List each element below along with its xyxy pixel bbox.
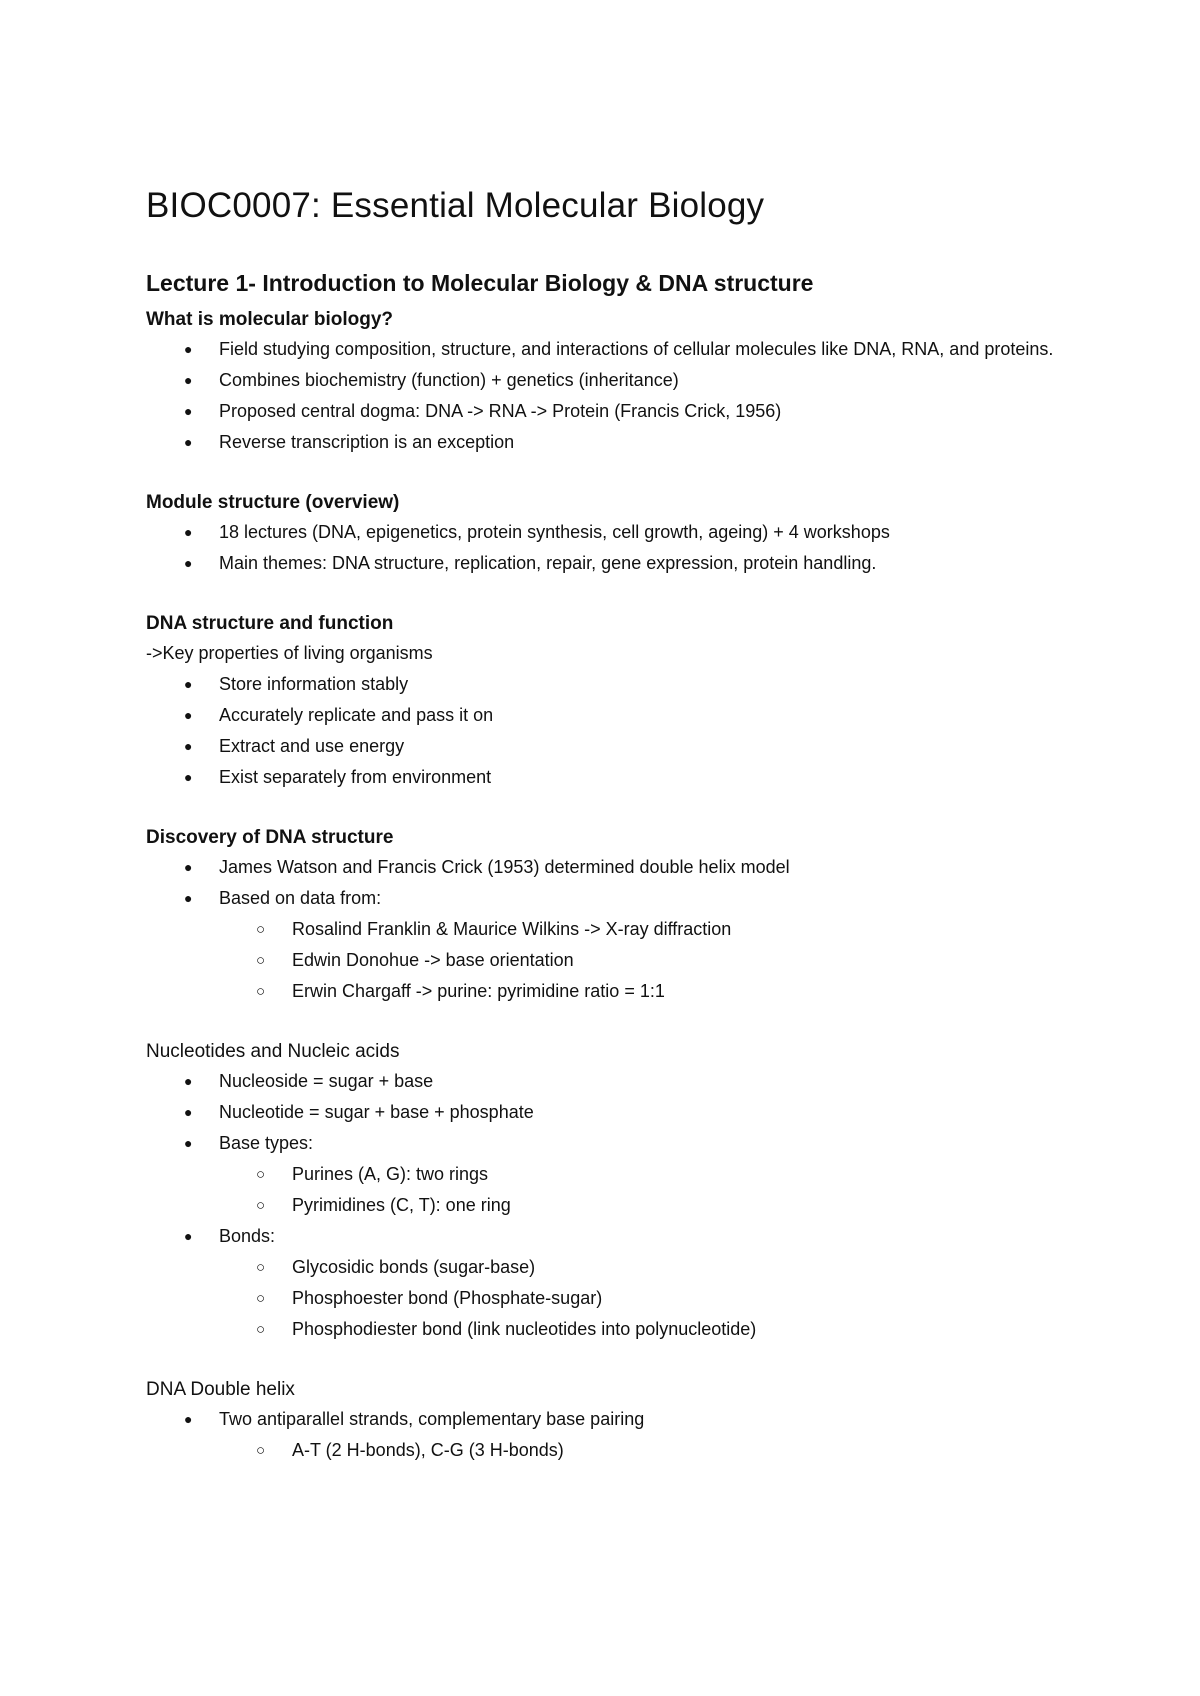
sub-list-item: ○ Phosphodiester bond (link nucleotides into polynucleotide) xyxy=(146,1314,1086,1345)
document-title: BIOC0007: Essential Molecular Biology xyxy=(146,186,765,225)
hollow-bullet-icon: ○ xyxy=(256,1321,266,1338)
bullet-icon: ● xyxy=(184,434,193,450)
section-heading: Nucleotides and Nucleic acids xyxy=(146,1041,400,1062)
list-item: ● Exist separately from environment xyxy=(146,762,1086,793)
bullet-icon: ● xyxy=(184,890,193,906)
lecture-heading: Lecture 1- Introduction to Molecular Biology & DNA structure xyxy=(146,270,814,296)
sub-list-item: ○ Phosphoester bond (Phosphate-sugar) xyxy=(146,1283,1086,1314)
list-item: ● 18 lectures (DNA, epigenetics, protein synthesis, cell growth, ageing) + 4 workshops xyxy=(146,517,1086,548)
list-item: ● Main themes: DNA structure, replication, repair, gene expression, protein handling. xyxy=(146,548,1086,579)
bullet-icon: ● xyxy=(184,1411,193,1427)
bullet-icon: ● xyxy=(184,1135,193,1151)
list-item: ● Extract and use energy xyxy=(146,731,1086,762)
bullet-icon: ● xyxy=(184,1228,193,1244)
section-heading: DNA structure and function xyxy=(146,613,394,634)
list-item: ● Bonds: xyxy=(146,1221,1086,1252)
hollow-bullet-icon: ○ xyxy=(256,1442,266,1459)
sub-list-item: ○ A-T (2 H-bonds), C-G (3 H-bonds) xyxy=(146,1435,1086,1466)
sub-list-item: ○ Pyrimidines (C, T): one ring xyxy=(146,1190,1086,1221)
hollow-bullet-icon: ○ xyxy=(256,1166,266,1183)
section-nucleotides xyxy=(146,1038,1086,1345)
bullet-list xyxy=(146,852,1086,1007)
sub-list-item: ○ Purines (A, G): two rings xyxy=(146,1159,1086,1190)
hollow-bullet-icon: ○ xyxy=(256,1197,266,1214)
bullet-icon: ● xyxy=(184,555,193,571)
bullet-icon: ● xyxy=(184,1104,193,1120)
section-discovery-dna-structure xyxy=(146,824,1086,1007)
bullet-icon: ● xyxy=(184,859,193,875)
section-heading: Module structure (overview) xyxy=(146,492,400,513)
list-item: ● Based on data from: xyxy=(146,883,1086,914)
list-item: ● Base types: xyxy=(146,1128,1086,1159)
hollow-bullet-icon: ○ xyxy=(256,983,266,1000)
section-heading: What is molecular biology? xyxy=(146,309,394,330)
hollow-bullet-icon: ○ xyxy=(256,921,266,938)
list-item: ● Combines biochemistry (function) + genetics (inheritance) xyxy=(146,365,1086,396)
bullet-list xyxy=(146,517,1086,579)
list-item: ● Nucleoside = sugar + base xyxy=(146,1066,1086,1097)
section-heading: Discovery of DNA structure xyxy=(146,827,394,848)
section-module-structure xyxy=(146,489,1086,579)
bullet-list xyxy=(146,334,1086,458)
bullet-list xyxy=(146,1404,1086,1466)
bullet-icon: ● xyxy=(184,372,193,388)
bullet-icon: ● xyxy=(184,403,193,419)
sub-list-item: ○ Edwin Donohue -> base orientation xyxy=(146,945,1086,976)
list-item: ● Two antiparallel strands, complementary base pairing xyxy=(146,1404,1086,1435)
list-item: ● Field studying composition, structure, and interactions of cellular molecules like DNA, RNA, and proteins. xyxy=(146,334,1086,365)
list-item: ● Reverse transcription is an exception xyxy=(146,427,1086,458)
hollow-bullet-icon: ○ xyxy=(256,952,266,969)
section-what-is-molecular-biology xyxy=(146,306,1086,458)
bullet-icon: ● xyxy=(184,676,193,692)
bullet-list xyxy=(146,669,1086,793)
list-item: ● Proposed central dogma: DNA -> RNA -> Protein (Francis Crick, 1956) xyxy=(146,396,1086,427)
hollow-bullet-icon: ○ xyxy=(256,1290,266,1307)
section-dna-double-helix xyxy=(146,1376,1086,1466)
bullet-icon: ● xyxy=(184,738,193,754)
hollow-bullet-icon: ○ xyxy=(256,1259,266,1276)
sub-list-item: ○ Erwin Chargaff -> purine: pyrimidine ratio = 1:1 xyxy=(146,976,1086,1007)
section-dna-structure-function xyxy=(146,610,1086,793)
bullet-icon: ● xyxy=(184,707,193,723)
sub-list-item: ○ Rosalind Franklin & Maurice Wilkins -> X-ray diffraction xyxy=(146,914,1086,945)
section-intro: ->Key properties of living organisms xyxy=(146,643,433,663)
section-heading: DNA Double helix xyxy=(146,1379,295,1400)
bullet-icon: ● xyxy=(184,769,193,785)
list-item: ● Nucleotide = sugar + base + phosphate xyxy=(146,1097,1086,1128)
bullet-icon: ● xyxy=(184,341,193,357)
sub-list-item: ○ Glycosidic bonds (sugar-base) xyxy=(146,1252,1086,1283)
list-item: ● Accurately replicate and pass it on xyxy=(146,700,1086,731)
bullet-icon: ● xyxy=(184,1073,193,1089)
list-item: ● James Watson and Francis Crick (1953) determined double helix model xyxy=(146,852,1086,883)
list-item: ● Store information stably xyxy=(146,669,1086,700)
bullet-icon: ● xyxy=(184,524,193,540)
bullet-list xyxy=(146,1066,1086,1345)
document-body xyxy=(146,186,1086,1466)
